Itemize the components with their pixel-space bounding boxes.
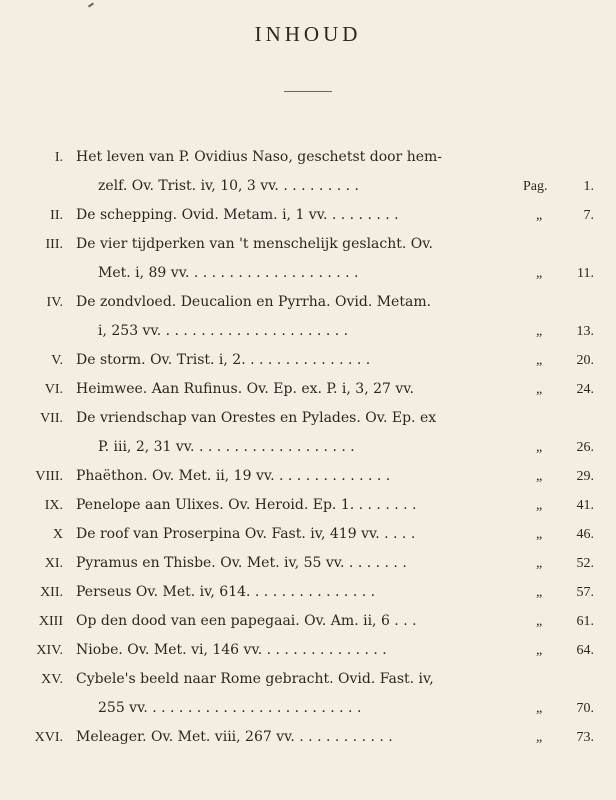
toc-entry-title: Cybele's beeld naar Rome gebracht. Ovid. Fast. iv, xyxy=(76,671,434,687)
toc-entry-title: De storm. Ov. Trist. i, 2. . . . . . . . . . . . . . . xyxy=(76,352,371,368)
toc-entry-number: V. xyxy=(51,353,63,368)
ditto-mark: „ xyxy=(536,730,543,745)
toc-line xyxy=(0,462,616,491)
toc-entry-number: XII. xyxy=(40,585,63,600)
ditto-mark: „ xyxy=(536,614,543,629)
ditto-mark: „ xyxy=(536,701,543,716)
ditto-mark: „ xyxy=(536,324,543,339)
toc-page-number: 64. xyxy=(576,643,594,658)
ditto-mark: „ xyxy=(536,643,543,658)
toc-line xyxy=(0,288,616,317)
toc-entry-continuation: P. iii, 2, 31 vv. . . . . . . . . . . . . . . . . . . xyxy=(98,439,355,455)
toc-line xyxy=(0,317,616,346)
toc-line xyxy=(0,491,616,520)
toc-entry-title: Niobe. Ov. Met. vi, 146 vv. . . . . . . . . . . . . . . xyxy=(76,642,387,658)
toc-page-number: 13. xyxy=(576,324,594,339)
toc-entry-number: IV. xyxy=(46,295,63,310)
page-title: INHOUD xyxy=(254,22,362,46)
toc-entry-continuation: 255 vv. . . . . . . . . . . . . . . . . . . . . . . . . xyxy=(98,700,362,716)
toc-entry-title: De schepping. Ovid. Metam. i, 1 vv. . . . . . . . . xyxy=(76,207,399,223)
toc-entry-number: VIII. xyxy=(35,469,63,484)
toc-line xyxy=(0,230,616,259)
toc-entry-number: IX. xyxy=(44,498,63,513)
toc-line xyxy=(0,201,616,230)
toc-line xyxy=(0,665,616,694)
toc-page-number: 7. xyxy=(583,208,594,223)
toc-page-number: 70. xyxy=(576,701,594,716)
ditto-mark: „ xyxy=(536,498,543,513)
ditto-mark: „ xyxy=(536,382,543,397)
toc-entry-number: III. xyxy=(45,237,63,252)
toc-line xyxy=(0,143,616,172)
toc-line xyxy=(0,346,616,375)
toc-entry-number: I. xyxy=(54,150,63,165)
toc-entry-title: De vriendschap van Orestes en Pylades. Ov. Ep. ex xyxy=(76,410,437,426)
toc-page-number: 1. xyxy=(583,179,594,194)
toc-entry-title: Het leven van P. Ovidius Naso, geschetst door hem- xyxy=(76,149,442,165)
toc-page-number: 24. xyxy=(576,382,594,397)
toc-page-number: 57. xyxy=(576,585,594,600)
toc-entry-number: XV. xyxy=(41,672,63,687)
toc-entry-number: VI. xyxy=(44,382,63,397)
toc-entry-number: XVI. xyxy=(34,730,63,745)
toc-entry-title: De vier tijdperken van 't menschelijk geslacht. Ov. xyxy=(76,236,433,252)
toc-page-number: 26. xyxy=(576,440,594,455)
toc-entry-number: XIII xyxy=(38,614,63,629)
toc-line xyxy=(0,172,616,201)
toc-entry-title: Pyramus en Thisbe. Ov. Met. iv, 55 vv. . . . . . . . xyxy=(76,555,407,571)
toc-entry-title: Op den dood van een papegaai. Ov. Am. ii, 6 . . . xyxy=(76,613,417,629)
toc-entry-number: II. xyxy=(50,208,63,223)
toc-entry-title: Perseus Ov. Met. iv, 614. . . . . . . . . . . . . . . xyxy=(76,584,376,600)
toc-line xyxy=(0,578,616,607)
toc-entry-continuation: Met. i, 89 vv. . . . . . . . . . . . . . . . . . . . xyxy=(98,265,359,281)
toc-line xyxy=(0,549,616,578)
toc-entry-title: Phaëthon. Ov. Met. ii, 19 vv. . . . . . . . . . . . . . xyxy=(76,468,391,484)
toc-line xyxy=(0,375,616,404)
toc-page-number: 46. xyxy=(576,527,594,542)
toc-page-number: 11. xyxy=(577,266,594,281)
toc-entry-title: Heimwee. Aan Rufinus. Ov. Ep. ex. P. i, 3, 27 vv. xyxy=(76,381,414,397)
ditto-mark: „ xyxy=(536,266,543,281)
toc-line xyxy=(0,520,616,549)
toc-line xyxy=(0,636,616,665)
title-divider xyxy=(284,91,332,92)
toc-entry-number: VII. xyxy=(40,411,63,426)
toc-page-number: 61. xyxy=(576,614,594,629)
ditto-mark: „ xyxy=(536,208,543,223)
toc-entry-title: Penelope aan Ulixes. Ov. Heroid. Ep. 1. . . . . . . . xyxy=(76,497,417,513)
toc-line xyxy=(0,607,616,636)
toc-entry-title: De zondvloed. Deucalion en Pyrrha. Ovid. Metam. xyxy=(76,294,432,310)
toc-entry-number: XI. xyxy=(44,556,63,571)
pag-label: Pag. xyxy=(523,179,548,194)
toc-line xyxy=(0,694,616,723)
toc-page-number: 29. xyxy=(576,469,594,484)
ink-smudge xyxy=(88,2,94,7)
toc-entry-continuation: i, 253 vv. . . . . . . . . . . . . . . . . . . . . . xyxy=(98,323,349,339)
ditto-mark: „ xyxy=(536,527,543,542)
toc-entry-number: XIV. xyxy=(36,643,63,658)
table-of-contents xyxy=(0,143,616,752)
toc-page-number: 20. xyxy=(576,353,594,368)
toc-entry-title: Meleager. Ov. Met. viii, 267 vv. . . . . . . . . . . . xyxy=(76,729,393,745)
ditto-mark: „ xyxy=(536,440,543,455)
toc-entry-title: De roof van Proserpina Ov. Fast. iv, 419 vv. . . . . xyxy=(76,526,416,542)
toc-page-number: 52. xyxy=(576,556,594,571)
toc-entry-number: X xyxy=(52,527,63,542)
toc-page-number: 73. xyxy=(576,730,594,745)
toc-page-number: 41. xyxy=(576,498,594,513)
toc-line xyxy=(0,259,616,288)
toc-line xyxy=(0,723,616,752)
ditto-mark: „ xyxy=(536,353,543,368)
ditto-mark: „ xyxy=(536,469,543,484)
toc-line xyxy=(0,433,616,462)
toc-line xyxy=(0,404,616,433)
toc-entry-continuation: zelf. Ov. Trist. iv, 10, 3 vv. . . . . . . . . . xyxy=(98,178,359,194)
ditto-mark: „ xyxy=(536,556,543,571)
ditto-mark: „ xyxy=(536,585,543,600)
